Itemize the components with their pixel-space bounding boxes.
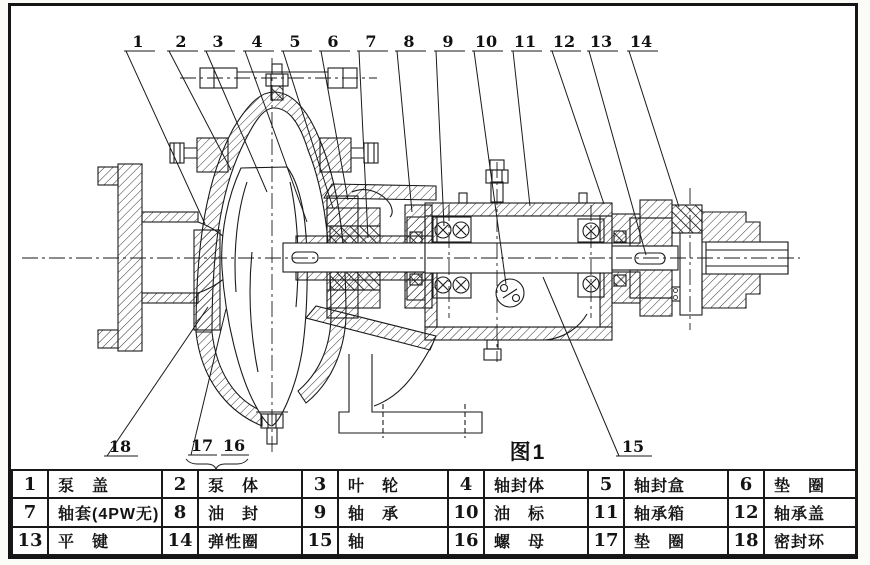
part-name: 弹性圈 (198, 527, 302, 555)
part-number: 2 (162, 470, 198, 498)
part-name: 轴承箱 (624, 498, 728, 526)
callout-7: 7 (365, 32, 377, 51)
callout-13: 13 (589, 32, 613, 51)
part-number: 3 (302, 470, 338, 498)
callout-15: 15 (621, 437, 645, 456)
discharge-flange-outline (180, 68, 377, 88)
part-number: 18 (728, 527, 764, 555)
part-name: 平 键 (48, 527, 162, 555)
parts-table-row (12, 470, 856, 498)
part-number: 8 (162, 498, 198, 526)
part-number: 16 (448, 527, 484, 555)
callout-12: 12 (552, 32, 576, 51)
elastic-ring-section (672, 205, 702, 233)
part-number: 1 (12, 470, 48, 498)
part-name: 轴封体 (484, 470, 588, 498)
part-name: 油 标 (484, 498, 588, 526)
callout-2: 2 (175, 32, 187, 51)
part-number: 17 (588, 527, 624, 555)
callout-16: 16 (222, 436, 246, 455)
callout-6: 6 (327, 32, 339, 51)
part-name: 轴套(4PW无) (48, 498, 162, 526)
callout-3: 3 (212, 32, 224, 51)
part-name: 叶 轮 (338, 470, 448, 498)
part-number: 9 (302, 498, 338, 526)
callout-8: 8 (403, 32, 415, 51)
pump-sectional-drawing-svg (11, 6, 855, 470)
part-name: 垫 圈 (764, 470, 856, 498)
brace-16-17 (186, 459, 248, 469)
callout-17: 17 (190, 436, 214, 455)
drawing-frame (8, 3, 858, 559)
callout-9: 9 (442, 32, 454, 51)
callout-14: 14 (629, 32, 653, 51)
parts-table-row (12, 527, 856, 555)
part-name: 轴 (338, 527, 448, 555)
part-name: 泵 盖 (48, 470, 162, 498)
part-number: 5 (588, 470, 624, 498)
callout-18: 18 (108, 437, 132, 456)
callout-5: 5 (289, 32, 301, 51)
callout-1: 1 (132, 32, 144, 51)
part-name: 泵 体 (198, 470, 302, 498)
callout-11: 11 (513, 32, 537, 51)
callout-10: 10 (474, 32, 498, 51)
part-number: 14 (162, 527, 198, 555)
part-name: 轴 承 (338, 498, 448, 526)
part-name: 轴封盒 (624, 470, 728, 498)
part-number: 15 (302, 527, 338, 555)
part-name: 轴承盖 (764, 498, 856, 526)
parts-table-row (12, 498, 856, 526)
callout-4: 4 (251, 32, 263, 51)
part-number: 7 (12, 498, 48, 526)
figure-caption: 图1 (509, 441, 547, 464)
part-number: 13 (12, 527, 48, 555)
part-number: 10 (448, 498, 484, 526)
part-name: 油 封 (198, 498, 302, 526)
part-number: 6 (728, 470, 764, 498)
part-number: 12 (728, 498, 764, 526)
parts-table (11, 469, 857, 556)
part-name: 垫 圈 (624, 527, 728, 555)
part-name: 螺 母 (484, 527, 588, 555)
part-number: 11 (588, 498, 624, 526)
part-name: 密封环 (764, 527, 856, 555)
part-number: 4 (448, 470, 484, 498)
